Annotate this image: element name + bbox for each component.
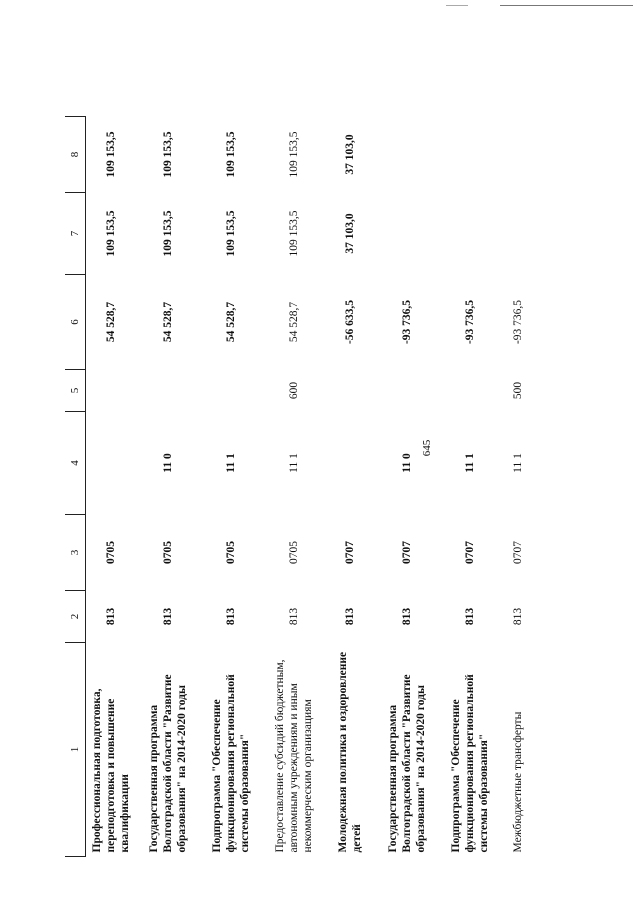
row-name: Подпрограмма "Обеспечение функционирования региональной системы образования" (449, 674, 490, 853)
cell-ministry: 813 (512, 607, 524, 626)
cell-amount-6: -93 736,5 (463, 299, 476, 345)
cell-amount-7: 109 153,5 (224, 210, 237, 257)
cell-ministry: 813 (344, 607, 356, 626)
cell-amount-8: 109 153,5 (105, 131, 117, 178)
cell-amount-6: 54 528,7 (224, 301, 237, 343)
row-name: Государственная программа Волгоградской области "Развитие образования" на 2014-2020 годы (386, 674, 427, 853)
top-rule (500, 5, 633, 6)
col-header-4: 4 (65, 412, 86, 515)
cell-ministry: 813 (400, 607, 413, 626)
row-name: Предоставление субсидий бюджетным, автономным учреждениям и иным некоммерческим организациям (273, 659, 314, 853)
cell-program: 11 0 (161, 453, 174, 473)
cell-amount-8: 37 103,0 (344, 134, 356, 175)
cell-amount-6: 54 528,7 (161, 301, 174, 343)
col-header-3: 3 (65, 515, 86, 591)
cell-ministry: 813 (224, 607, 237, 626)
col-header-5: 5 (65, 370, 86, 412)
cell-ministry: 813 (161, 607, 174, 626)
cell-amount-8 (501, 117, 535, 193)
table-row (375, 117, 438, 857)
table-row (199, 117, 262, 857)
col-header-1: 1 (65, 643, 86, 857)
cell-program: 11 1 (463, 453, 476, 473)
cell-ministry: 813 (287, 607, 300, 626)
row-name: Подпрограмма "Обеспечение функционирования региональной системы образования" (210, 674, 251, 853)
cell-ministry: 813 (105, 607, 117, 626)
cell-section: 0707 (463, 541, 476, 564)
cell-expense-type (136, 370, 199, 412)
cell-ministry: 813 (463, 607, 476, 626)
cell-amount-8 (438, 117, 501, 193)
table-row (438, 117, 501, 857)
row-name: Межбюджетные трансферты (512, 711, 524, 853)
cell-expense-type (199, 370, 262, 412)
table-row (501, 117, 535, 857)
table-row (136, 117, 199, 857)
row-name: Профессиональная подготовка, переподготовка и повышение квалификации (91, 688, 131, 853)
cell-expense-type (438, 370, 501, 412)
table-row (262, 117, 325, 857)
cell-section: 0705 (161, 541, 174, 564)
rotated-table-container (65, 117, 524, 857)
cell-amount-7 (501, 193, 535, 275)
cell-expense-type (86, 370, 137, 412)
cell-amount-6: -56 633,5 (344, 299, 356, 345)
row-name: Молодежная политика и оздоровление детей (337, 651, 363, 853)
cell-section: 0707 (344, 541, 356, 564)
cell-amount-7: 37 103,0 (344, 213, 356, 254)
col-header-6: 6 (65, 275, 86, 370)
cell-amount-6: 54 528,7 (287, 301, 300, 343)
cell-amount-8: 109 153,5 (161, 131, 174, 178)
cell-amount-7: 109 153,5 (105, 210, 117, 257)
cell-amount-6: -93 736,5 (400, 299, 413, 345)
table-row (325, 117, 375, 857)
cell-expense-type: 600 (287, 381, 300, 400)
page-number: 645 (421, 439, 433, 457)
cell-amount-7: 109 153,5 (161, 210, 174, 257)
cell-amount-6: -93 736,5 (512, 299, 524, 345)
cell-amount-6: 54 528,7 (105, 301, 117, 343)
cell-amount-8: 109 153,5 (224, 131, 237, 178)
col-header-8: 8 (65, 117, 86, 193)
table-row (86, 117, 137, 857)
cell-section: 0705 (224, 541, 237, 564)
col-header-7: 7 (65, 193, 86, 275)
cell-program: 11 1 (287, 453, 300, 473)
cell-program: 11 1 (512, 453, 524, 473)
cell-amount-7: 109 153,5 (287, 210, 300, 257)
top-mark (446, 5, 468, 6)
cell-section: 0707 (512, 541, 524, 564)
cell-expense-type: 500 (512, 381, 524, 400)
budget-table (65, 116, 535, 857)
cell-amount-8: 109 153,5 (287, 131, 300, 178)
cell-program: 11 0 (400, 453, 413, 473)
cell-amount-7 (438, 193, 501, 275)
cell-program (325, 412, 375, 515)
cell-expense-type (375, 370, 438, 412)
cell-expense-type (325, 370, 375, 412)
cell-section: 0705 (105, 541, 117, 564)
cell-section: 0707 (400, 541, 413, 564)
header-row (65, 117, 86, 857)
cell-program (86, 412, 137, 515)
cell-amount-7 (375, 193, 438, 275)
row-name: Государственная программа Волгоградской области "Развитие образования" на 2014-2020 годы (147, 674, 188, 853)
cell-section: 0705 (287, 541, 300, 564)
cell-amount-8 (375, 117, 438, 193)
col-header-2: 2 (65, 591, 86, 643)
cell-program: 11 1 (224, 453, 237, 473)
